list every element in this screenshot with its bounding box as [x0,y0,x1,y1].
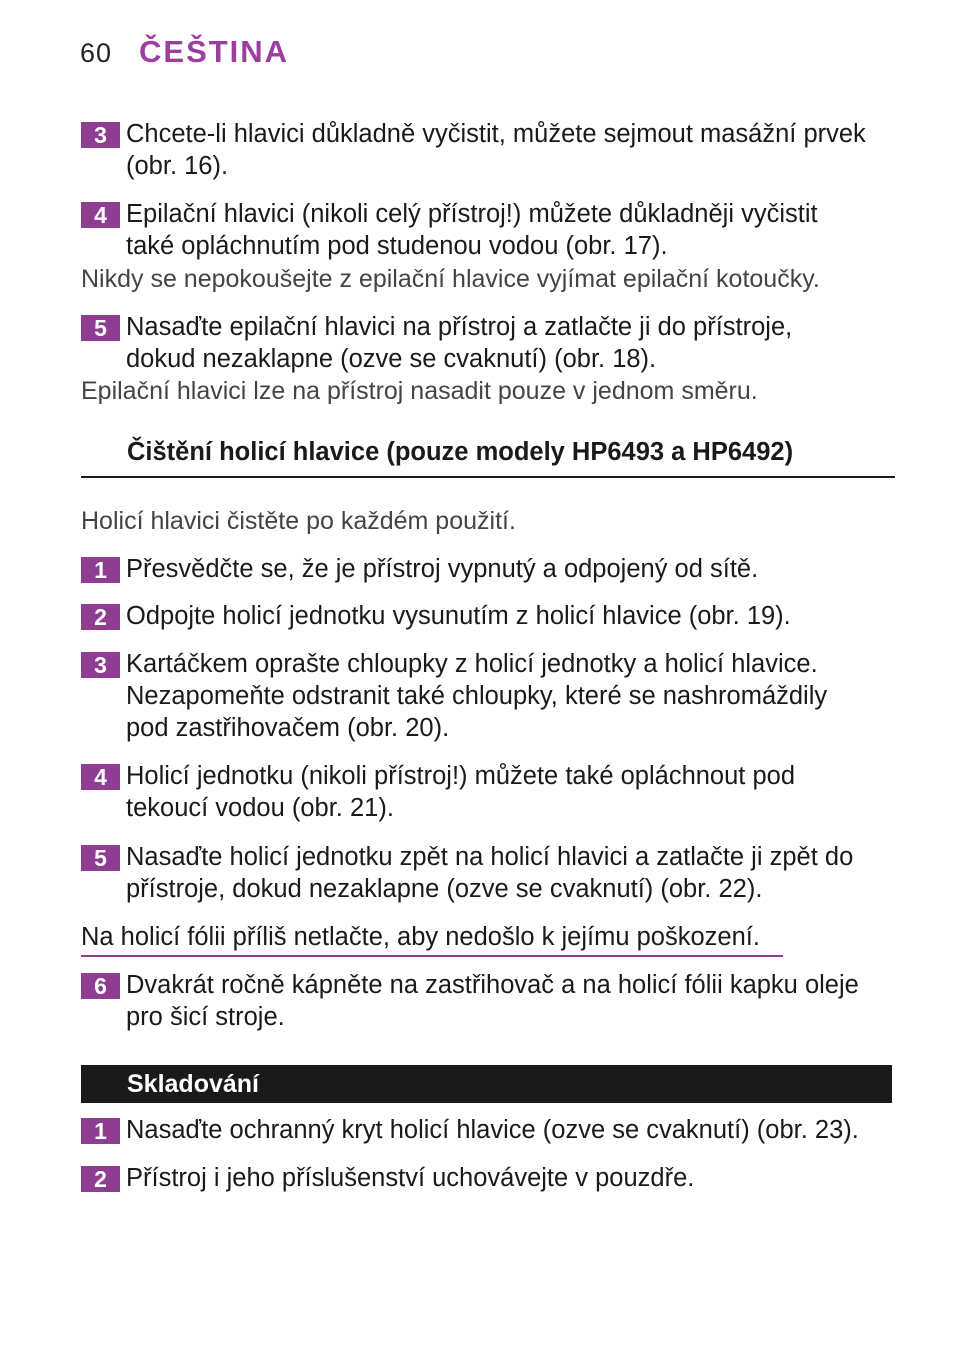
step-number-badge: 2 [81,604,120,630]
step-line: pro šicí stroje. [126,1003,285,1031]
step-text [126,311,906,375]
step-number-badge: 3 [81,652,120,678]
step-line: přístroje, dokud nezaklapne (ozve se cvaknutí) (obr. 22). [126,875,763,903]
step-number-badge: 1 [81,557,120,583]
step-line: Dvakrát ročně kápněte na zastřihovač a na holicí fólii kapku oleje [126,971,859,999]
section-title-shaving-head: Čištění holicí hlavice (pouze modely HP6493 a HP6492) [127,438,794,466]
step-number-badge: 4 [81,202,120,228]
note-discs: Nikdy se nepokoušejte z epilační hlavice vyjímat epilační kotoučky. [81,265,820,293]
section-title-storage: Skladování [127,1070,259,1098]
step-line: Nezapomeňte odstranit také chloupky, které se nashromáždily [126,682,828,710]
step-text [126,1162,906,1194]
step-text [126,553,906,585]
page-number: 60 [80,38,113,68]
step-text [126,118,906,182]
warning-foil: Na holicí fólii příliš netlačte, aby nedošlo k jejímu poškození. [81,923,760,951]
step-line: Holicí jednotku (nikoli přístroj!) můžete také opláchnout pod [126,762,796,790]
step-line: dokud nezaklapne (ozve se cvaknutí) (obr. 18). [126,345,657,373]
step-text [126,841,906,905]
step-text [126,1114,906,1146]
step-number-badge: 1 [81,1118,120,1144]
step-text [126,760,906,824]
step-line: Přesvědčte se, že je přístroj vypnutý a odpojený od sítě. [126,555,759,583]
step-text [126,600,906,632]
step-number-badge: 2 [81,1166,120,1192]
step-text [126,648,906,744]
step-line: Nasaďte holicí jednotku zpět na holicí hlavici a zatlačte ji zpět do [126,843,854,871]
step-line: (obr. 16). [126,152,229,180]
step-line: také opláchnutím pod studenou vodou (obr. 17). [126,232,668,260]
step-text [126,969,906,1033]
step-line: Nasaďte ochranný kryt holicí hlavice (ozve se cvaknutí) (obr. 23). [126,1116,859,1144]
step-number-badge: 5 [81,845,120,871]
step-text [126,198,906,262]
step-number-badge: 3 [81,122,120,148]
language-heading: ČEŠTINA [139,34,290,69]
shaving-intro: Holicí hlavici čistěte po každém použití. [81,507,516,535]
note-direction: Epilační hlavici lze na přístroj nasadit pouze v jednom směru. [81,377,758,405]
step-line: Chcete-li hlavici důkladně vyčistit, můžete sejmout masážní prvek [126,120,866,148]
step-number-badge: 5 [81,315,120,341]
step-line: tekoucí vodou (obr. 21). [126,794,394,822]
step-line: pod zastřihovačem (obr. 20). [126,714,450,742]
warning-underline [81,955,783,957]
step-line: Epilační hlavici (nikoli celý přístroj!) můžete důkladněji vyčistit [126,200,818,228]
step-line: Nasaďte epilační hlavici na přístroj a zatlačte ji do přístroje, [126,313,793,341]
step-line: Přístroj i jeho příslušenství uchovávejte v pouzdře. [126,1164,695,1192]
step-number-badge: 6 [81,973,120,999]
section-divider [81,476,895,478]
step-line: Odpojte holicí jednotku vysunutím z holicí hlavice (obr. 19). [126,602,791,630]
step-number-badge: 4 [81,764,120,790]
step-line: Kartáčkem oprašte chloupky z holicí jednotky a holicí hlavice. [126,650,818,678]
